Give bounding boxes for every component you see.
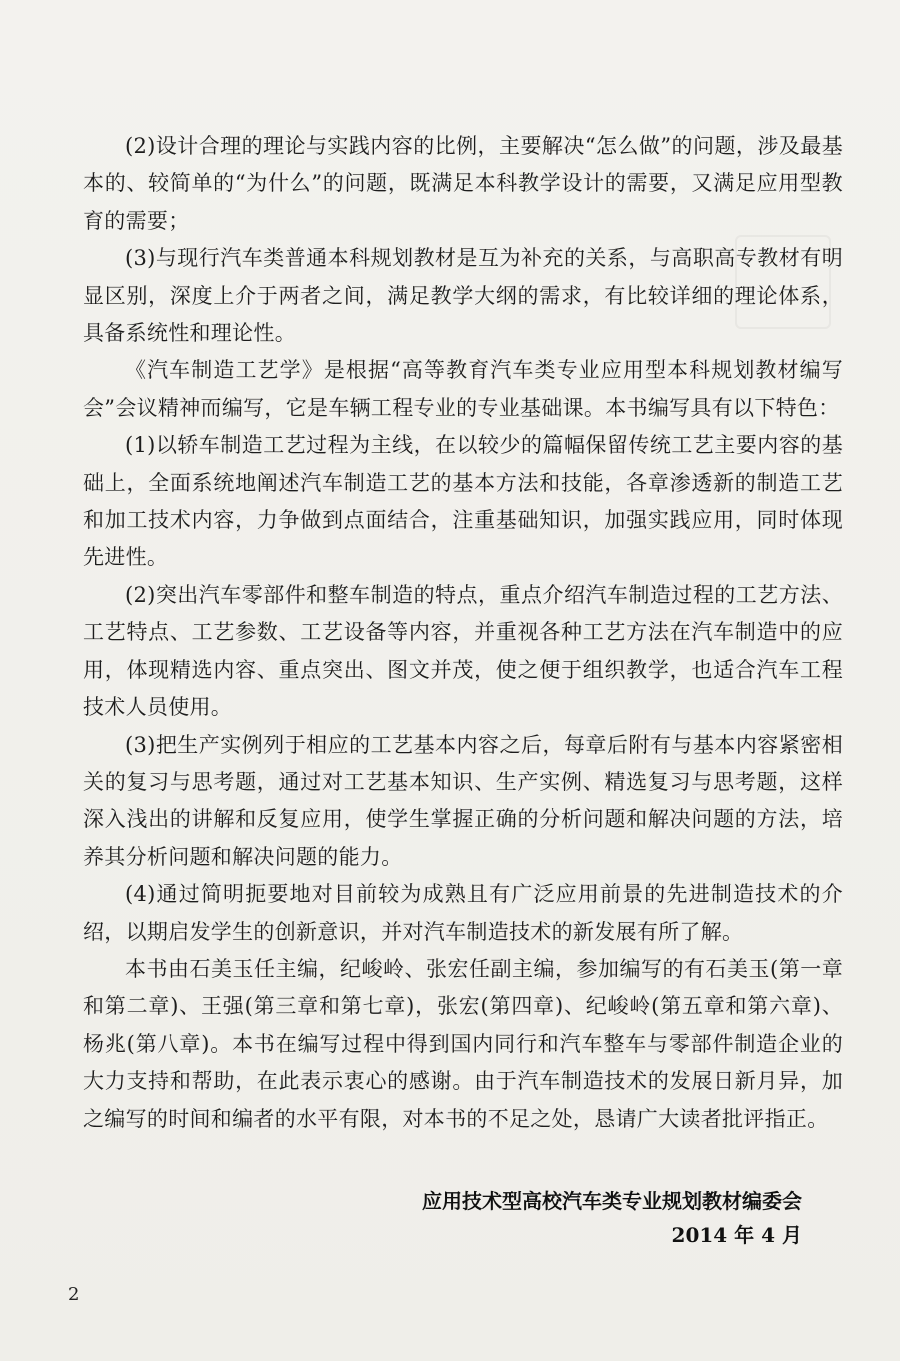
signature-organization: 应用技术型高校汽车类专业规划教材编委会 — [422, 1189, 802, 1213]
paragraph-book-intro: 《汽车制造工艺学》是根据“高等教育汽车类专业应用型本科规划教材编写会”会议精神而编写，它是车辆工程专业的专业基础课。本书编写具有以下特色： — [83, 358, 843, 420]
paragraph-item-2-theory-practice: (2)设计合理的理论与实践内容的比例，主要解决“怎么做”的问题，涉及最基本的、较简单的“为什么”的问题，既满足本科教学设计的需要，又满足应用型教育的需要； — [83, 134, 843, 233]
paragraph-authors-acknowledgement: 本书由石美玉任主编，纪峻岭、张宏任副主编，参加编写的有石美玉(第一章和第二章)、王强(第三章和第七章)，张宏(第四章)、纪峻岭(第五章和第六章)、杨兆(第八章)。本书在编写过程中得到国内同行和汽车整车与零部件制造企业的大力支持和帮助，在此表示衷心的感谢。由于汽车制造技术的发展日新月异，加之编写的时间和编者的水平有限，对本书的不足之处，恳请广大读者批评指正。 — [83, 956, 843, 1131]
body-text — [83, 128, 843, 1138]
page-number: 2 — [68, 1284, 80, 1305]
signature-block — [422, 1184, 802, 1252]
paragraph-feature-4: (4)通过简明扼要地对目前较为成熟且有广泛应用前景的先进制造技术的介绍，以期启发学生的创新意识，并对汽车制造技术的新发展有所了解。 — [83, 882, 843, 944]
paragraph-feature-1: (1)以轿车制造工艺过程为主线，在以较少的篇幅保留传统工艺主要内容的基础上，全面系统地阐述汽车制造工艺的基本方法和技能，各章渗透新的制造工艺和加工技术内容，力争做到点面结合，注重基础知识，加强实践应用，同时体现先进性。 — [83, 433, 843, 570]
paragraph-feature-3: (3)把生产实例列于相应的工艺基本内容之后，每章后附有与基本内容紧密相关的复习与思考题，通过对工艺基本知识、生产实例、精选复习与思考题，这样深入浅出的讲解和反复应用，使学生掌握正确的分析问题和解决问题的方法，培养其分析问题和解决问题的能力。 — [83, 732, 843, 869]
paragraph-feature-2: (2)突出汽车零部件和整车制造的特点，重点介绍汽车制造过程的工艺方法、工艺特点、工艺参数、工艺设备等内容，并重视各种工艺方法在汽车制造中的应用，体现精选内容、重点突出、图文并茂，使之便于组织教学，也适合汽车工程技术人员使用。 — [83, 582, 843, 720]
signature-date: 2014 年 4 月 — [671, 1223, 802, 1247]
paragraph-item-3-complementary: (3)与现行汽车类普通本科规划教材是互为补充的关系，与高职高专教材有明显区别，深度上介于两者之间，满足教学大纲的需求，有比较详细的理论体系，具备系统性和理论性。 — [83, 246, 843, 346]
